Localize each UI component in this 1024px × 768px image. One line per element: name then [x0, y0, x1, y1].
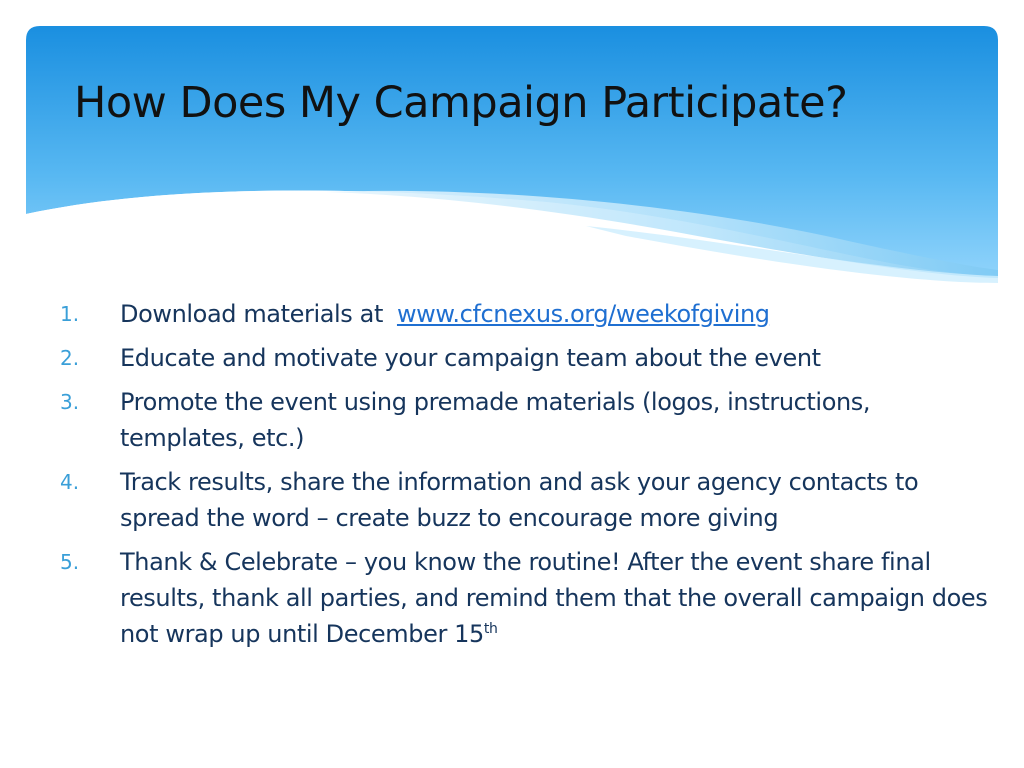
item-text: Thank & Celebrate – you know the routine! After the event share final results, thank all parties, and remind them that the overall campaign does not wrap up until December 15	[120, 548, 988, 648]
item-number: 5.	[60, 550, 80, 574]
item-text: Promote the event using premade materials (logos, instructions, templates, etc.)	[120, 388, 871, 452]
header-banner	[26, 26, 998, 296]
item-number: 4.	[60, 470, 80, 494]
steps-list	[60, 296, 990, 660]
list-item	[60, 384, 990, 456]
list-item	[60, 464, 990, 536]
item-number: 2.	[60, 346, 80, 370]
slide-title: How Does My Campaign Participate?	[74, 78, 848, 128]
list-item	[60, 340, 990, 376]
superscript: th	[483, 621, 498, 637]
wave-background	[26, 26, 998, 296]
item-text: Download materials at	[120, 300, 383, 328]
list-item	[60, 544, 990, 652]
item-number: 1.	[60, 302, 80, 326]
list-item	[60, 296, 990, 332]
item-text: Track results, share the information and ask your agency contacts to spread the word – create buzz to encourage more giving	[120, 468, 919, 532]
item-text: Educate and motivate your campaign team about the event	[120, 344, 821, 372]
materials-link[interactable]: www.cfcnexus.org/weekofgiving	[396, 300, 770, 328]
item-number: 3.	[60, 390, 80, 414]
